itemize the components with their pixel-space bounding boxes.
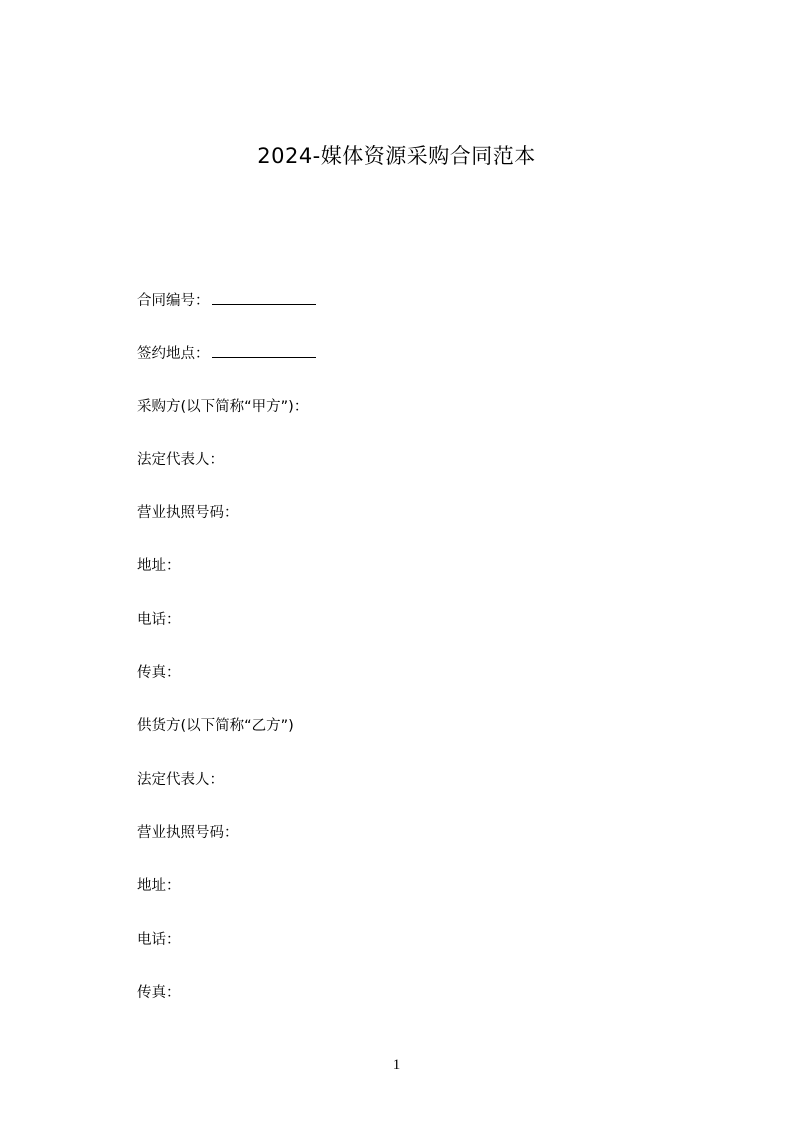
document-title: 2024-媒体资源采购合同范本 <box>257 144 536 168</box>
supplier-party-heading <box>137 715 697 768</box>
field-label: 签约地点： <box>137 346 210 363</box>
field-label: 电话： <box>137 931 181 948</box>
buyer-fax-field <box>137 662 697 715</box>
contract-number-blank-line <box>212 289 316 305</box>
signing-place-blank-line <box>212 342 316 358</box>
field-label: 供货方(以下简称“乙方”) <box>137 718 294 735</box>
field-label: 合同编号： <box>137 293 210 309</box>
field-label: 营业执照号码： <box>137 505 239 522</box>
field-label: 传真： <box>137 984 181 1001</box>
supplier-address-field <box>137 875 697 928</box>
page-number: 1 <box>392 1057 401 1073</box>
field-label: 法定代表人： <box>137 451 224 468</box>
supplier-legal-representative-field <box>137 769 697 822</box>
field-label: 营业执照号码： <box>137 824 239 841</box>
contract-number-field <box>137 289 697 342</box>
field-label: 地址： <box>137 558 181 575</box>
supplier-phone-field <box>137 929 697 982</box>
field-label: 法定代表人： <box>137 771 224 788</box>
buyer-address-field <box>137 555 697 608</box>
buyer-phone-field <box>137 609 697 662</box>
buyer-party-heading <box>137 396 697 449</box>
signing-place-field <box>137 342 697 395</box>
field-label: 传真： <box>137 665 181 682</box>
supplier-business-license-field <box>137 822 697 875</box>
buyer-business-license-field <box>137 502 697 555</box>
contract-fields <box>137 289 697 1035</box>
field-label: 地址： <box>137 878 181 895</box>
buyer-legal-representative-field <box>137 449 697 502</box>
supplier-fax-field <box>137 982 697 1035</box>
field-label: 电话： <box>137 611 181 628</box>
field-label: 采购方(以下简称“甲方”)： <box>137 398 309 415</box>
